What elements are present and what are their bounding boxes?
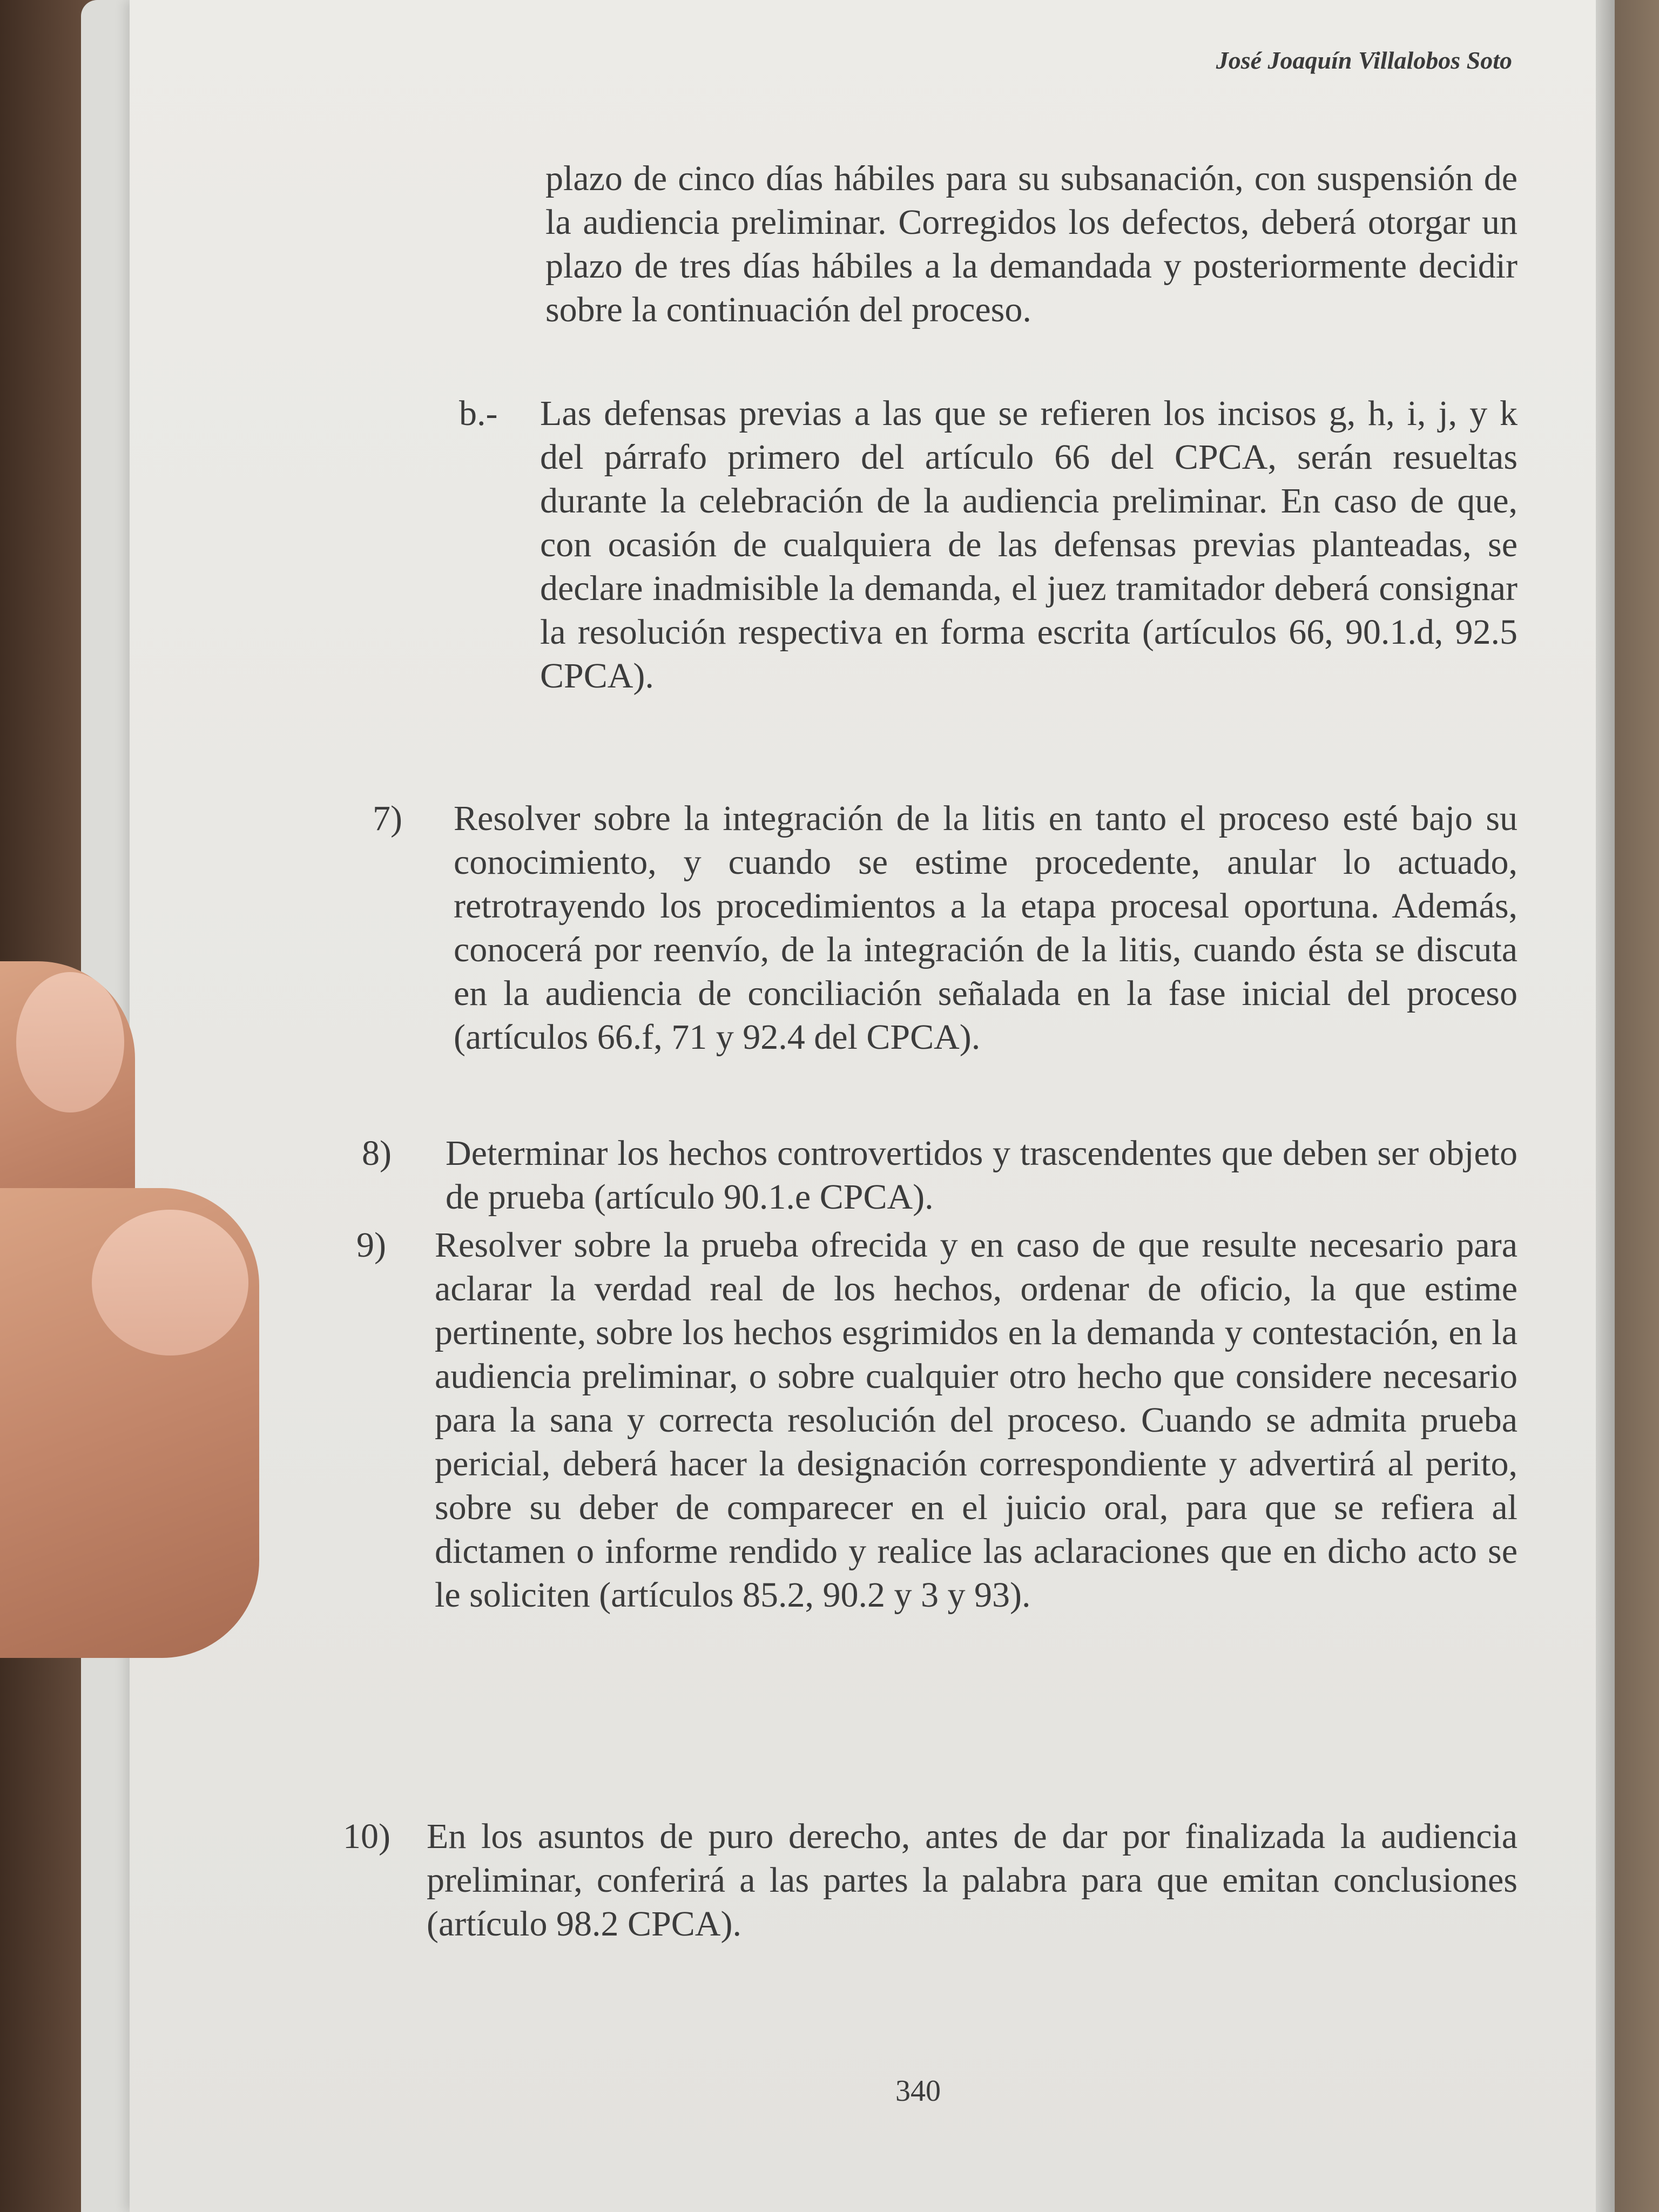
list-number-8: 8) — [362, 1134, 392, 1173]
running-header-author: José Joaquín Villalobos Soto — [1216, 46, 1512, 74]
fingernail-lower — [92, 1210, 248, 1355]
page-number: 340 — [895, 2074, 941, 2108]
list-item-10: En los asuntos de puro derecho, antes de dar por finalizada la audiencia preliminar, conferirá a las partes la palabra para que emitan conclusiones (artículo 98.2 CPCA). — [427, 1817, 1518, 1944]
fingernail-upper — [16, 972, 124, 1112]
page-edge — [1596, 0, 1615, 2212]
list-number-7: 7) — [373, 799, 402, 838]
paragraph-continuation: plazo de cinco días hábiles para su subsanación, con suspensión de la audiencia preliminar. Corregidos los defectos, deberá otorgar un plazo de tres días hábiles a la demandada y posteriormente decidir sobre la continuación del proceso. — [545, 159, 1518, 329]
list-item-8: Determinar los hechos controvertidos y trascendentes que deben ser objeto de prueba (artículo 90.1.e CPCA). — [446, 1134, 1518, 1217]
list-item-b: Las defensas previas a las que se refieren los incisos g, h, i, j, y k del párrafo primero del artículo 66 del CPCA, serán resueltas durante la celebración de la audiencia preliminar. En caso de que, con ocasión de cualquiera de las defensas previas planteadas, se declare inadmisible la demanda, el juez tramitador deberá consignar la resolución respectiva en forma escrita (artículos 66, 90.1.d, 92.5 CPCA). — [540, 394, 1518, 696]
list-number-10: 10) — [343, 1817, 390, 1856]
list-item-7: Resolver sobre la integración de la litis en tanto el proceso esté bajo su conocimiento, y cuando se estime procedente, anular lo actuado, retrotrayendo los procedimientos a la etapa procesal oportuna. Además, conocerá por reenvío, de la integración de la litis, cuando ésta se discuta en la audiencia de conciliación señalada en la fase inicial del proceso (artículos 66.f, 71 y 92.4 del CPCA). — [454, 799, 1518, 1057]
list-number-b: b.- — [459, 394, 498, 433]
list-number-9: 9) — [356, 1225, 386, 1265]
list-item-9: Resolver sobre la prueba ofrecida y en caso de que resulte necesario para aclarar la verdad real de los hechos, ordenar de oficio, la que estime pertinente, sobre los hechos esgrimidos en la demanda y contestación, en la audiencia preliminar, o sobre cualquier otro hecho que considere necesario para la sana y correcta resolución del proceso. Cuando se admita prueba pericial, deberá hacer la designación correspondiente y advertirá al perito, sobre su deber de comparecer en el juicio oral, para que se refiera al dictamen o informe rendido y realice las aclaraciones que en dicho acto se le soliciten (artículos 85.2, 90.2 y 3 y 93). — [435, 1225, 1518, 1615]
